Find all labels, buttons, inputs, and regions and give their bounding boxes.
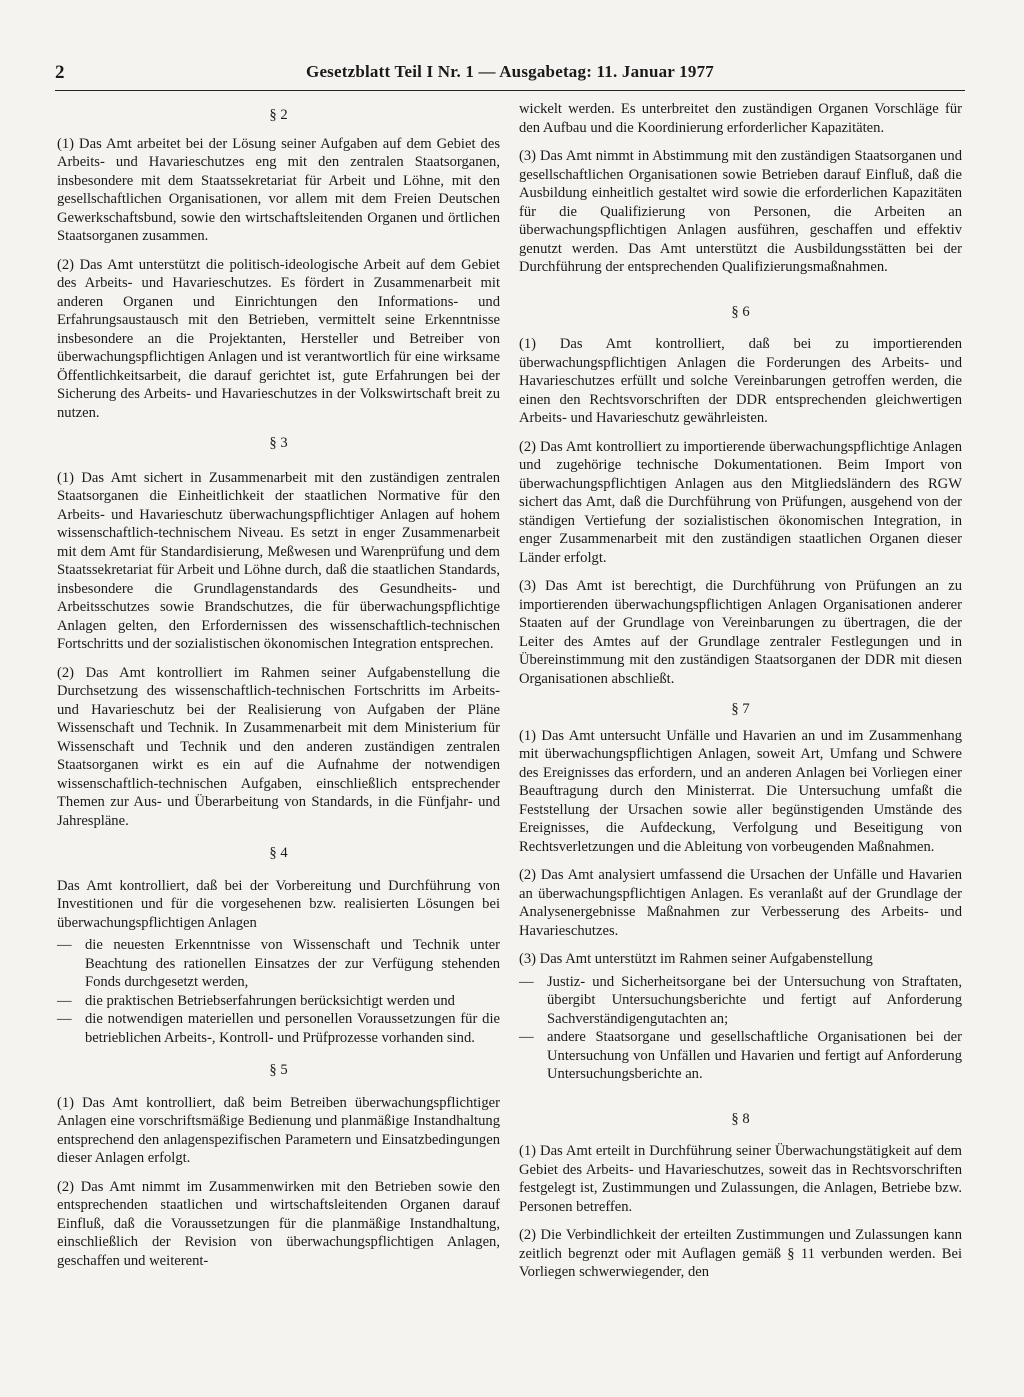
s4-intro: Das Amt kontrolliert, daß bei der Vorbereitung und Durchführung von Investitionen und für die vorgesehenen bzw. realisierten Lösungen bei überwachungspflichtigen Anlagen xyxy=(57,877,500,931)
list-dash: — xyxy=(57,937,72,953)
list-item xyxy=(57,1010,500,1047)
list-item xyxy=(57,936,500,992)
running-head: Gesetzblatt Teil I Nr. 1 — Ausgabetag: 11. Januar 1977 xyxy=(306,62,714,81)
list-item xyxy=(57,992,500,1011)
page-header xyxy=(55,60,965,91)
section-heading-6: § 6 xyxy=(731,303,750,320)
s5-paragraph-3: (3) Das Amt nimmt in Abstimmung mit den zuständigen Staatsorganen und gesellschaftlichen Organisationen sowie Betrieben darauf Einfluß, daß die Ausbildung einheitlich gestaltet wird sowie die erforderlichen Kapazitäten für die Qualifizierung von Personen, die Arbeiten an überwachungspflichtigen Anlagen ausführen, geschaffen und effektiv genutzt werden. Das Amt unterstützt die Ausbildungsstätten bei der Durchführung der entsprechenden Qualifizierungsmaßnahmen. xyxy=(519,148,962,275)
s6-paragraph-2: (2) Das Amt kontrolliert zu importierende überwachungspflichtige Anlagen und zugehörige technische Dokumentationen. Beim Import von überwachungspflichtigen Anlagen aus den Mitgliedsländern des RGW sichert das Amt, daß die Durchführung von Prüfungen, ausgehend von der ständigen Vertiefung der sozialistischen ökonomischen Integration, in enger Zusammenarbeit mit den zuständigen staatlichen Organen dieser Länder erfolgt. xyxy=(519,438,962,566)
s5-paragraph-2: (2) Das Amt nimmt im Zusammenwirken mit den Betrieben sowie den entsprechenden staatlichen und wirtschaftsleitenden Organen darauf Einfluß, daß die Voraussetzungen für die planmäßige Instandhaltung, einschließlich der Revision von überwachungspflichtigen Anlagen, geschaffen und weiterent- xyxy=(57,1178,500,1269)
s7-paragraph-1: (1) Das Amt untersucht Unfälle und Havarien an und im Zusammenhang mit überwachungspflichtigen Anlagen, soweit Art, Umfang und Schwere des Ereignisses das erfordern, und an anderen Anlagen bei Vorliegen einer Beauftragung durch den Ministerrat. Die Untersuchung umfaßt die Feststellung der Ursachen sowie aller begünstigenden Umstände des Ereignisses, die Aufdeckung, Verfolgung und Beseitigung von Rechtsverletzungen und die Ableitung von vorbeugenden Maßnahmen. xyxy=(519,727,962,855)
list-item-text: Justiz- und Sicherheitsorgane bei der Untersuchung von Straftaten, übergibt Untersuchungsberichte und fertigt auf Anforderung Sachverständigengutachten an; xyxy=(547,973,962,1027)
section-heading-4: § 4 xyxy=(269,845,288,861)
list-item xyxy=(519,973,962,1029)
section-heading-8: § 8 xyxy=(731,1110,750,1127)
s3-paragraph-2: (2) Das Amt kontrolliert im Rahmen seiner Aufgabenstellung die Durchsetzung des wissenschaftlich-technischen Fortschritts im Arbeits- und Havarieschutz bei der Realisierung von Aufgaben der Pläne Wissenschaft und Technik. In Zusammenarbeit mit dem Ministerium für Wissenschaft und Technik und den anderen zuständigen zentralen Staatsorganen wirkt es ein auf die Aufnahme der notwendigen wissenschaftlich-technischen Aufgaben, einschließlich entsprechender Themen zur Aus- und Überarbeitung von Standards, in die Fünfjahr- und Jahrespläne. xyxy=(57,664,500,829)
section-heading-3: § 3 xyxy=(269,435,288,451)
section-heading-2: § 2 xyxy=(269,107,288,123)
list-item-text: die praktischen Betriebserfahrungen berücksichtigt werden und xyxy=(85,992,455,1009)
list-item xyxy=(519,1028,962,1084)
s5-paragraph-1: (1) Das Amt kontrolliert, daß beim Betreiben überwachungspflichtiger Anlagen eine vorschriftsmäßige Bedienung und planmäßige Instandhaltung entsprechend den anlagenspezifischen Parametern und Einsatzbedingungen dieser Anlagen erfolgt. xyxy=(57,1094,500,1166)
list-dash: — xyxy=(519,973,534,990)
list-item-text: die notwendigen materiellen und personellen Voraussetzungen für die betrieblichen Arbeits-, Kontroll- und Prüfprozesse vorhanden sind. xyxy=(85,1011,500,1046)
s6-paragraph-3: (3) Das Amt ist berechtigt, die Durchführung von Prüfungen an zu importierenden überwachungspflichtigen Anlagen Organisationen anderer Staaten auf der Grundlage von Vereinbarungen zu übertragen, die der Leiter des Amtes auf der Grundlage zentraler Festlegungen und in Übereinstimmung mit den zuständigen Staatsorganen der DDR mit diesen Organisationen abschließt. xyxy=(519,578,962,687)
section-heading-5: § 5 xyxy=(269,1062,288,1078)
s3-paragraph-1: (1) Das Amt sichert in Zusammenarbeit mit den zuständigen zentralen Staatsorganen die Einheitlichkeit der staatlichen Normative für den Arbeits- und Havarieschutz überwachungspflichtiger Anlagen auf hohem wissenschaftlich-technischem Niveau. Es setzt in enger Zusammenarbeit mit dem Amt für Standardisierung, Meßwesen und Warenprüfung und dem Staatssekretariat für Arbeit und Löhne durch, daß die staatlichen Standards, insbesondere die Grundlagenstandards des Gesundheits- und Arbeitsschutzes sowie Brandschutzes, die für überwachungspflichtige Anlagen gelten, den Erfordernissen des wissenschaftlich-technischen Fortschritts und der sozialistischen ökonomischen Integration entsprechen. xyxy=(57,469,500,652)
s7-paragraph-3: (3) Das Amt unterstützt im Rahmen seiner Aufgabenstellung xyxy=(519,951,873,967)
s5-paragraph-2-continued: wickelt werden. Es unterbreitet den zuständigen Organen Vorschläge für den Aufbau und die Koordinierung erforderlicher Kapazitäten. xyxy=(519,101,962,136)
s7-paragraph-2: (2) Das Amt analysiert umfassend die Ursachen der Unfälle und Havarien an überwachungspflichtigen Anlagen. Es veranlaßt auf der Grundlage der Analysenergebnisse Maßnahmen zur Verbesserung des Arbeits- und Havarieschutzes. xyxy=(519,867,962,939)
list-dash: — xyxy=(519,1029,534,1045)
right-column xyxy=(519,100,962,1282)
s4-list xyxy=(57,936,500,1047)
list-dash: — xyxy=(57,1011,72,1027)
s6-paragraph-1: (1) Das Amt kontrolliert, daß bei zu importierenden überwachungspflichtigen Anlagen die Forderungen des Arbeits- und Havarieschutzes erfüllt und solche Vereinbarungen getroffen werden, die einen den Rechtsvorschriften der DDR entsprechenden gleichwertigen Arbeits- und Havarieschutz gewährleisten. xyxy=(519,336,962,426)
s7-list xyxy=(519,973,962,1084)
list-item-text: andere Staatsorgane und gesellschaftliche Organisationen bei der Untersuchung von Unfällen und Havarien und fertigt auf Anforderung Untersuchungsberichte an. xyxy=(547,1029,962,1082)
list-dash: — xyxy=(57,992,72,1009)
left-column xyxy=(57,100,500,1270)
section-heading-7: § 7 xyxy=(731,701,750,717)
s2-paragraph-2: (2) Das Amt unterstützt die politisch-ideologische Arbeit auf dem Gebiet des Arbeits- und Havarieschutzes. Es fördert in Zusammenarbeit mit anderen Organen und Einrichtungen den Informations- und Erfahrungsaustausch mit den Betrieben, vermittelt seine Erkenntnisse insbesondere an die Projektanten, Hersteller und Betreiber von überwachungspflichtigen Anlagen und ist verantwortlich für eine wirksame Öffentlichkeitsarbeit, die darauf gerichtet ist, gute Erfahrungen bei der Sicherung des Arbeits- und Havarieschutzes in der Volkswirtschaft breit zu nutzen. xyxy=(57,256,500,421)
s8-paragraph-2: (2) Die Verbindlichkeit der erteilten Zustimmungen und Zulassungen kann zeitlich begrenzt oder mit Auflagen gemäß § 11 verbunden werden. Bei Vorliegen schwerwiegender, den xyxy=(519,1227,962,1280)
s8-paragraph-1: (1) Das Amt erteilt in Durchführung seiner Überwachungstätigkeit auf dem Gebiet des Arbeits- und Havarieschutzes, soweit das in Rechtsvorschriften festgelegt ist, Zustimmungen und Zulassungen, die Anlagen, Betriebe bzw. Personen betreffen. xyxy=(519,1143,962,1215)
list-item-text: die neuesten Erkenntnisse von Wissenschaft und Technik unter Beachtung des rationellen Einsatzes der zur Verfügung stehenden Fonds durchgesetzt werden, xyxy=(85,937,500,990)
page-number: 2 xyxy=(55,62,65,83)
s2-paragraph-1: (1) Das Amt arbeitet bei der Lösung seiner Aufgaben auf dem Gebiet des Arbeits- und Havarieschutzes eng mit den zentralen Staatsorganen, insbesondere mit dem Staatssekretariat für Arbeit und Löhne, mit den gesellschaftlichen Organisationen, vor allem mit dem Freien Deutschen Gewerkschaftsbund, sowie den wirtschaftsleitenden Organen und örtlichen Staatsorganen zusammen. xyxy=(57,135,500,244)
